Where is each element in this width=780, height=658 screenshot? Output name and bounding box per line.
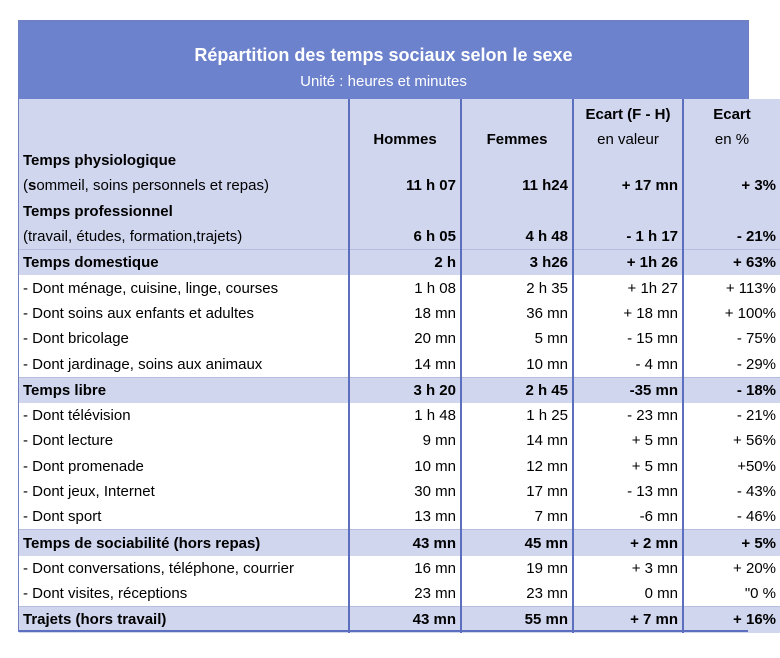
ecart-pct-cell: + 20% bbox=[683, 556, 780, 581]
hommes-cell: 43 mn bbox=[349, 607, 461, 633]
femmes-cell: 45 mn bbox=[461, 530, 573, 556]
femmes-cell: 36 mn bbox=[461, 301, 573, 326]
category-row bbox=[19, 199, 780, 224]
table-subtitle: Unité : heures et minutes bbox=[300, 73, 467, 90]
femmes-cell bbox=[461, 199, 573, 224]
ecart-pct-cell: + 5% bbox=[683, 530, 780, 556]
ecart-valeur-cell: + 2 mn bbox=[573, 530, 683, 556]
table-row bbox=[19, 454, 780, 479]
ecart-valeur-cell: + 5 mn bbox=[573, 454, 683, 479]
ecart-valeur-cell: - 15 mn bbox=[573, 326, 683, 351]
table-row bbox=[19, 556, 780, 581]
ecart-valeur-cell bbox=[573, 199, 683, 224]
ecart-pct-cell: + 3% bbox=[683, 173, 780, 198]
table-row bbox=[19, 326, 780, 351]
ecart-pct-cell: + 113% bbox=[683, 275, 780, 300]
category-row bbox=[19, 148, 780, 173]
row-label: Temps physiologique bbox=[23, 152, 177, 170]
hommes-cell: 30 mn bbox=[349, 479, 461, 504]
hommes-cell: 6 h 05 bbox=[349, 224, 461, 250]
ecart-valeur-cell: + 17 mn bbox=[573, 173, 683, 198]
ecart-pct-cell: - 75% bbox=[683, 326, 780, 351]
header-ecart-pct-bottom: en % bbox=[683, 123, 780, 148]
row-label: Temps professionnel bbox=[23, 202, 173, 220]
row-label: Temps domestique bbox=[23, 254, 159, 272]
hommes-cell bbox=[349, 199, 461, 224]
hommes-cell: 2 h bbox=[349, 250, 461, 276]
row-label: - Dont conversations, téléphone, courrier bbox=[19, 556, 349, 581]
ecart-pct-cell: +50% bbox=[683, 454, 780, 479]
header-ecart-valeur-top: Ecart (F - H) bbox=[573, 99, 683, 123]
hommes-cell: 18 mn bbox=[349, 301, 461, 326]
row-label: - Dont sport bbox=[19, 504, 349, 530]
ecart-valeur-cell: + 1h 27 bbox=[573, 275, 683, 300]
row-label: - Dont jeux, Internet bbox=[19, 479, 349, 504]
row-label: - Dont bricolage bbox=[19, 326, 349, 351]
table-row bbox=[19, 428, 780, 453]
bottom-rule bbox=[19, 630, 748, 632]
ecart-pct-cell: + 63% bbox=[683, 250, 780, 276]
category-row bbox=[19, 250, 780, 276]
ecart-valeur-cell: + 18 mn bbox=[573, 301, 683, 326]
ecart-pct-cell: + 100% bbox=[683, 301, 780, 326]
ecart-valeur-cell: 0 mn bbox=[573, 581, 683, 607]
femmes-cell: 19 mn bbox=[461, 556, 573, 581]
femmes-cell bbox=[461, 148, 573, 173]
header-femmes: Femmes bbox=[461, 123, 573, 148]
header-row-2 bbox=[19, 123, 780, 148]
table-row bbox=[19, 351, 780, 377]
ecart-valeur-cell: + 1h 26 bbox=[573, 250, 683, 276]
hommes-cell: 1 h 08 bbox=[349, 275, 461, 300]
femmes-cell: 55 mn bbox=[461, 607, 573, 633]
hommes-cell: 9 mn bbox=[349, 428, 461, 453]
hommes-cell: 1 h 48 bbox=[349, 403, 461, 428]
femmes-cell: 5 mn bbox=[461, 326, 573, 351]
femmes-cell: 1 h 25 bbox=[461, 403, 573, 428]
row-label: - Dont jardinage, soins aux animaux bbox=[19, 351, 349, 377]
ecart-pct-cell: - 46% bbox=[683, 504, 780, 530]
ecart-valeur-cell: - 23 mn bbox=[573, 403, 683, 428]
category-row bbox=[19, 530, 780, 556]
title-band bbox=[19, 21, 748, 99]
ecart-pct-cell: + 16% bbox=[683, 607, 780, 633]
row-label: (sommeil, soins personnels et repas) bbox=[23, 177, 269, 195]
row-label: - Dont visites, réceptions bbox=[19, 581, 349, 607]
ecart-valeur-cell: -35 mn bbox=[573, 377, 683, 403]
ecart-valeur-cell: - 4 mn bbox=[573, 351, 683, 377]
row-label: Trajets (hors travail) bbox=[23, 611, 167, 629]
row-label: - Dont télévision bbox=[19, 403, 349, 428]
hommes-cell: 11 h 07 bbox=[349, 173, 461, 198]
row-label: - Dont promenade bbox=[19, 454, 349, 479]
category-row bbox=[19, 377, 780, 403]
hommes-cell: 20 mn bbox=[349, 326, 461, 351]
table-row bbox=[19, 479, 780, 504]
data-table bbox=[19, 99, 780, 633]
femmes-cell: 17 mn bbox=[461, 479, 573, 504]
table-frame bbox=[18, 20, 776, 632]
row-label: Temps de sociabilité (hors repas) bbox=[23, 534, 261, 552]
femmes-cell: 4 h 48 bbox=[461, 224, 573, 250]
femmes-cell: 14 mn bbox=[461, 428, 573, 453]
ecart-valeur-cell bbox=[573, 148, 683, 173]
femmes-cell: 2 h 35 bbox=[461, 275, 573, 300]
femmes-cell: 7 mn bbox=[461, 504, 573, 530]
hommes-cell bbox=[349, 148, 461, 173]
ecart-pct-cell: - 29% bbox=[683, 351, 780, 377]
ecart-valeur-cell: - 1 h 17 bbox=[573, 224, 683, 250]
femmes-cell: 11 h24 bbox=[461, 173, 573, 198]
table-row bbox=[19, 581, 780, 607]
table-title: Répartition des temps sociaux selon le sexe bbox=[194, 45, 573, 65]
ecart-valeur-cell: - 13 mn bbox=[573, 479, 683, 504]
hommes-cell: 13 mn bbox=[349, 504, 461, 530]
ecart-pct-cell: "0 % bbox=[683, 581, 780, 607]
femmes-cell: 3 h26 bbox=[461, 250, 573, 276]
ecart-valeur-cell: + 3 mn bbox=[573, 556, 683, 581]
hommes-cell: 16 mn bbox=[349, 556, 461, 581]
femmes-cell: 23 mn bbox=[461, 581, 573, 607]
row-label: - Dont ménage, cuisine, linge, courses bbox=[19, 275, 349, 300]
category-row bbox=[19, 224, 780, 250]
table-row bbox=[19, 301, 780, 326]
table-row bbox=[19, 504, 780, 530]
hommes-cell: 3 h 20 bbox=[349, 377, 461, 403]
ecart-pct-cell: + 56% bbox=[683, 428, 780, 453]
hommes-cell: 43 mn bbox=[349, 530, 461, 556]
row-label: - Dont lecture bbox=[19, 428, 349, 453]
header-row-1 bbox=[19, 99, 780, 123]
hommes-cell: 10 mn bbox=[349, 454, 461, 479]
ecart-valeur-cell: + 7 mn bbox=[573, 607, 683, 633]
ecart-valeur-cell: -6 mn bbox=[573, 504, 683, 530]
femmes-cell: 2 h 45 bbox=[461, 377, 573, 403]
table-row bbox=[19, 275, 780, 300]
hommes-cell: 14 mn bbox=[349, 351, 461, 377]
ecart-pct-cell bbox=[683, 148, 780, 173]
row-label: (travail, études, formation,trajets) bbox=[19, 224, 349, 250]
header-ecart-valeur-bottom: en valeur bbox=[573, 123, 683, 148]
ecart-pct-cell bbox=[683, 199, 780, 224]
table-row bbox=[19, 403, 780, 428]
femmes-cell: 12 mn bbox=[461, 454, 573, 479]
ecart-pct-cell: - 21% bbox=[683, 224, 780, 250]
femmes-cell: 10 mn bbox=[461, 351, 573, 377]
ecart-pct-cell: - 18% bbox=[683, 377, 780, 403]
category-row bbox=[19, 173, 780, 198]
ecart-pct-cell: - 21% bbox=[683, 403, 780, 428]
hommes-cell: 23 mn bbox=[349, 581, 461, 607]
row-label: Temps libre bbox=[23, 381, 107, 399]
category-row bbox=[19, 607, 780, 633]
header-hommes: Hommes bbox=[349, 123, 461, 148]
ecart-valeur-cell: + 5 mn bbox=[573, 428, 683, 453]
row-label: - Dont soins aux enfants et adultes bbox=[19, 301, 349, 326]
ecart-pct-cell: - 43% bbox=[683, 479, 780, 504]
header-ecart-pct-top: Ecart bbox=[683, 99, 780, 123]
